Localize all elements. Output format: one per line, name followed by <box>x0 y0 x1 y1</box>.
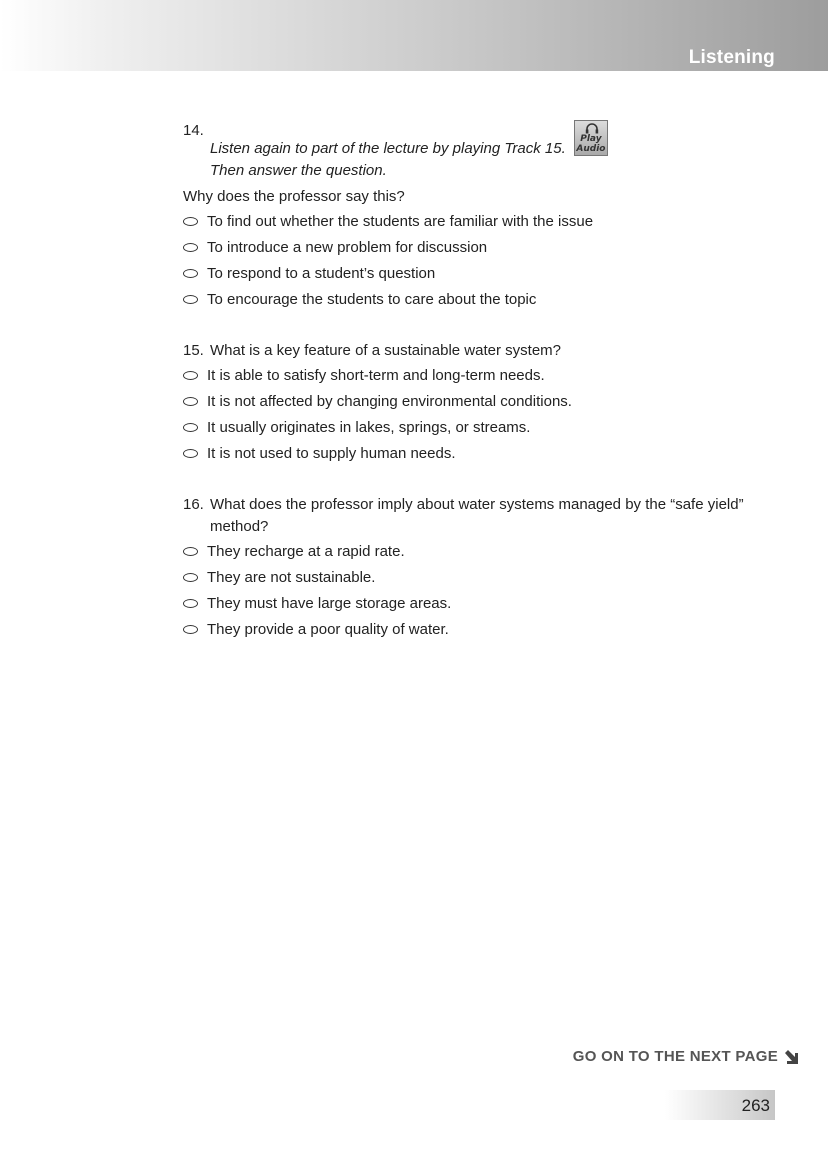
play-audio-label-play: Play <box>580 134 602 144</box>
radio-button[interactable] <box>183 423 198 432</box>
question-text: What is a key feature of a sustainable water system? <box>210 342 561 359</box>
next-page-label: GO ON TO THE NEXT PAGE <box>572 1048 778 1065</box>
answer-option[interactable] <box>183 414 793 440</box>
page-number: 263 <box>741 1096 770 1115</box>
radio-button[interactable] <box>183 371 198 380</box>
question-15 <box>183 340 793 466</box>
play-audio-button[interactable] <box>574 120 608 156</box>
radio-button[interactable] <box>183 625 198 634</box>
question-number: 15. <box>183 342 204 359</box>
option-label: They recharge at a rapid rate. <box>207 542 405 560</box>
question-text: What does the professor imply about water systems managed by the “safe yield” method? <box>210 496 744 535</box>
question-text <box>210 120 793 182</box>
question-list <box>183 120 793 670</box>
radio-button[interactable] <box>183 397 198 406</box>
radio-button[interactable] <box>183 217 198 226</box>
option-label: It is not used to supply human needs. <box>207 444 456 462</box>
radio-button[interactable] <box>183 243 198 252</box>
radio-button[interactable] <box>183 547 198 556</box>
answer-option[interactable] <box>183 440 793 466</box>
radio-button[interactable] <box>183 599 198 608</box>
question-16 <box>183 494 793 642</box>
question-14 <box>183 120 793 312</box>
option-label: It is not affected by changing environmental conditions. <box>207 392 572 410</box>
option-label: To encourage the students to care about the topic <box>207 290 537 308</box>
option-label: To introduce a new problem for discussion <box>207 238 488 256</box>
option-label: It is able to satisfy short-term and long-term needs. <box>207 366 545 384</box>
answer-option[interactable] <box>183 538 793 564</box>
answer-option[interactable] <box>183 362 793 388</box>
option-label: To find out whether the students are familiar with the issue <box>207 212 594 230</box>
option-label: They are not sustainable. <box>207 568 376 586</box>
headphones-icon <box>585 123 599 134</box>
answer-option[interactable] <box>183 616 793 642</box>
arrow-down-right-icon <box>784 1050 798 1064</box>
section-title: Listening <box>688 47 775 68</box>
answer-option[interactable] <box>183 388 793 414</box>
radio-button[interactable] <box>183 573 198 582</box>
question-number: 14. <box>183 122 204 139</box>
answer-option[interactable] <box>183 234 793 260</box>
radio-button[interactable] <box>183 449 198 458</box>
option-label: They must have large storage areas. <box>207 594 452 612</box>
answer-option[interactable] <box>183 286 793 312</box>
option-label: To respond to a student’s question <box>207 264 436 282</box>
question-number: 16. <box>183 496 204 513</box>
radio-button[interactable] <box>183 269 198 278</box>
answer-option[interactable] <box>183 590 793 616</box>
answer-option[interactable] <box>183 260 793 286</box>
option-label: They provide a poor quality of water. <box>207 620 449 638</box>
play-audio-label-audio: Audio <box>576 144 606 154</box>
answer-option[interactable] <box>183 208 793 234</box>
option-label: It usually originates in lakes, springs, or streams. <box>207 418 531 436</box>
question-instruction-line2: Then answer the question. <box>210 162 387 179</box>
go-to-next-page[interactable] <box>573 1048 798 1065</box>
radio-button[interactable] <box>183 295 198 304</box>
question-instruction-line1: Listen again to part of the lecture by playing Track 15. <box>210 140 566 157</box>
question-prompt: Why does the professor say this? <box>183 188 405 205</box>
answer-option[interactable] <box>183 564 793 590</box>
